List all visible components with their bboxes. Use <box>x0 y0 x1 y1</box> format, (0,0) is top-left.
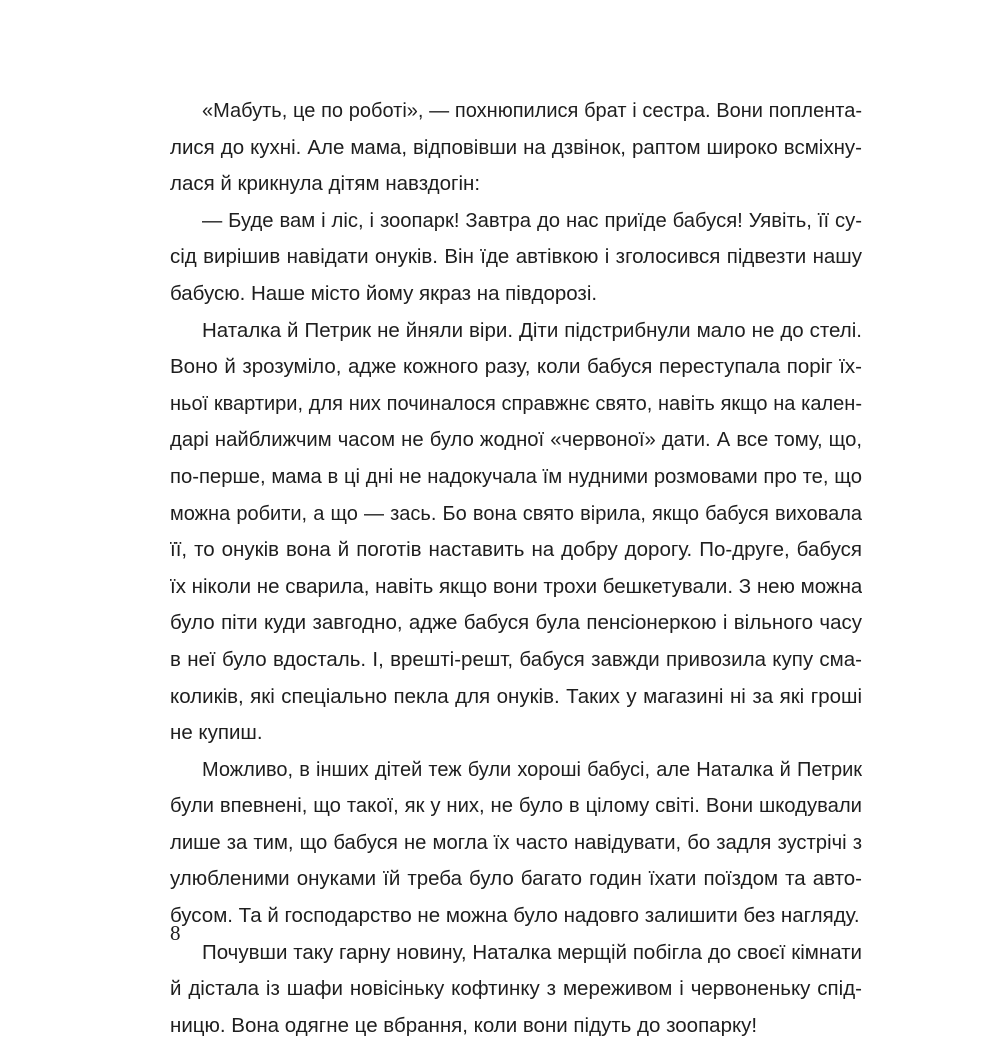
text-line: Почувши таку гарну новину, Наталка мерщій побігла до своєї кімнати <box>202 940 862 964</box>
text-line: Воно й зрозуміло, адже кожного разу, коли бабуся переступала поріг їх- <box>170 355 862 379</box>
page-number: 8 <box>170 921 181 945</box>
text-line: — Буде вам і ліс, і зоопарк! Завтра до нас приїде бабуся! Уявіть, її су- <box>202 209 862 232</box>
text-line: було піти куди завгодно, адже бабуся була пенсіонеркою і вільного часу <box>170 611 862 635</box>
text-line: їх ніколи не сварила, навіть якщо вони трохи бешкетували. З нею можна <box>170 574 862 598</box>
text-line: коликів, які спеціально пекла для онуків. Таких у магазині ні за які гроші <box>170 684 862 708</box>
text-line: її, то онуків вона й поготів наставить на добру дорогу. По-друге, бабуся <box>170 538 862 562</box>
text-line: в неї було вдосталь. І, врешті-решт, бабуся завжди привозила купу сма- <box>170 647 862 671</box>
text-line: ницю. Вона одягне це вбрання, коли вони підуть до зоопарку! <box>170 1013 758 1037</box>
body-text <box>170 93 862 1044</box>
text-line: лише за тим, що бабуся не могла їх часто навідувати, бо задля зустрічі з <box>170 831 862 854</box>
text-line: можна робити, а що — зась. Бо вона свято вірила, якщо бабуся виховала <box>170 502 862 525</box>
text-line: улюбленими онуками їй треба було багато годин їхати поїздом та авто- <box>170 867 862 891</box>
text-line: сід вирішив навідати онуків. Він їде автівкою і зголосився підвезти нашу <box>170 245 862 269</box>
text-line: Наталка й Петрик не йняли віри. Діти підстрибнули мало не до стелі. <box>202 318 862 342</box>
text-line: «Мабуть, це по роботі», — похнюпилися брат і сестра. Вони поплента- <box>202 100 862 122</box>
text-line: по-перше, мама в ці дні не надокучала їм нудними розмовами про те, що <box>170 465 862 488</box>
text-line: бабусю. Наше місто йому якраз на півдорозі. <box>170 281 598 305</box>
text-line: бусом. Та й господарство не можна було надовго залишити без нагляду. <box>170 904 860 928</box>
text-line: ньої квартири, для них починалося справжнє свято, навіть якщо на кален- <box>170 392 862 415</box>
text-line: Можливо, в інших дітей теж були хороші бабусі, але Наталка й Петрик <box>202 758 862 781</box>
text-line: й дістала із шафи новісіньку кофтинку з мереживом і червоненьку спід- <box>170 977 862 1001</box>
text-line: були впевнені, що такої, як у них, не було в цілому світі. Вони шкодували <box>170 795 862 818</box>
text-line: лася й крикнула дітям навздогін: <box>170 172 481 196</box>
text-line: не купиш. <box>170 721 263 745</box>
text-line: дарі найближчим часом не було жодної «червоної» дати. А все тому, що, <box>170 429 862 452</box>
text-line: лися до кухні. Але мама, відповівши на дзвінок, раптом широко всміхну- <box>170 135 862 159</box>
